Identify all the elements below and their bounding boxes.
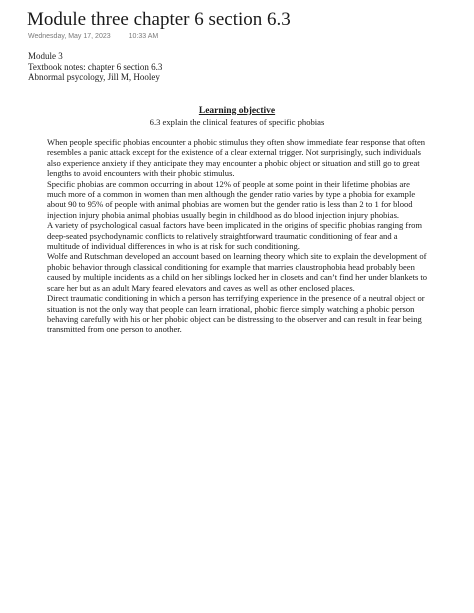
paragraph: When people specific phobias encounter a phobic stimulus they often show immediate fear response that often resembles a panic attack except for the existence of a clear external trigger. Not surprisingly, such individuals also experience anxiety if they anticipate they may encounter a phobic object or situation and still go to great lengths to avoid encounters with their phobic stimulus. [47,137,426,179]
course-notes-label: Textbook notes: chapter 6 section 6.3 [28,61,163,72]
paragraph: Wolfe and Rutschman developed an account based on learning theory which site to explain the development of phobic behavior through classical conditioning for example that marries claustrophobia head probably been caused by multiple incidents as a child on her siblings locked her in closets and can’t find her under blankets to scare her but as an adult Mary feared elevators and caves as well as other enclosed places. [47,251,428,293]
page-title: Module three chapter 6 section 6.3 [27,9,291,30]
course-info [28,51,162,83]
note-time: 10:33 AM [128,33,159,40]
notes-body [47,137,430,335]
paragraph: Specific phobias are common occurring in about 12% of people at some point in their lifetime phobias are much more of a common in women than men although the gender ratio varies by type a phobia for example about 90 to 95% of people with animal phobias are women but the gender ratio is less than 2 to 1 for blood injection injury phobia animal phobias usually begin in childhood as do blood injection injury phobias. [47,178,416,220]
objective-heading: Learning objective [198,106,276,116]
paragraph: Direct traumatic conditioning in which a person has terrifying experience in the presence of a neutral object or situation is not the only way that people can learn irrational, phobic fierce simply watching a phobic person behaving carefully with his or her phobic object can be distressing to the observer and can result in fear being transmitted from one person to another. [47,293,425,335]
objective-text: 6.3 explain the clinical features of specific phobias [149,117,325,127]
note-timestamp [28,32,158,41]
course-textbook: Abnormal psycology, Jill M, Hooley [28,72,160,82]
paragraph: A variety of psychological casual factors have been implicated in the origins of specific phobias ranging from deep-seated psychodynamic conflicts to relatively straightforward traumatic conditioning of fear and a multitude of individual differences in who is at risk for such conditioning. [47,220,422,252]
course-module: Module 3 [28,51,63,61]
note-date: Wednesday, May 17, 2023 [28,33,111,40]
